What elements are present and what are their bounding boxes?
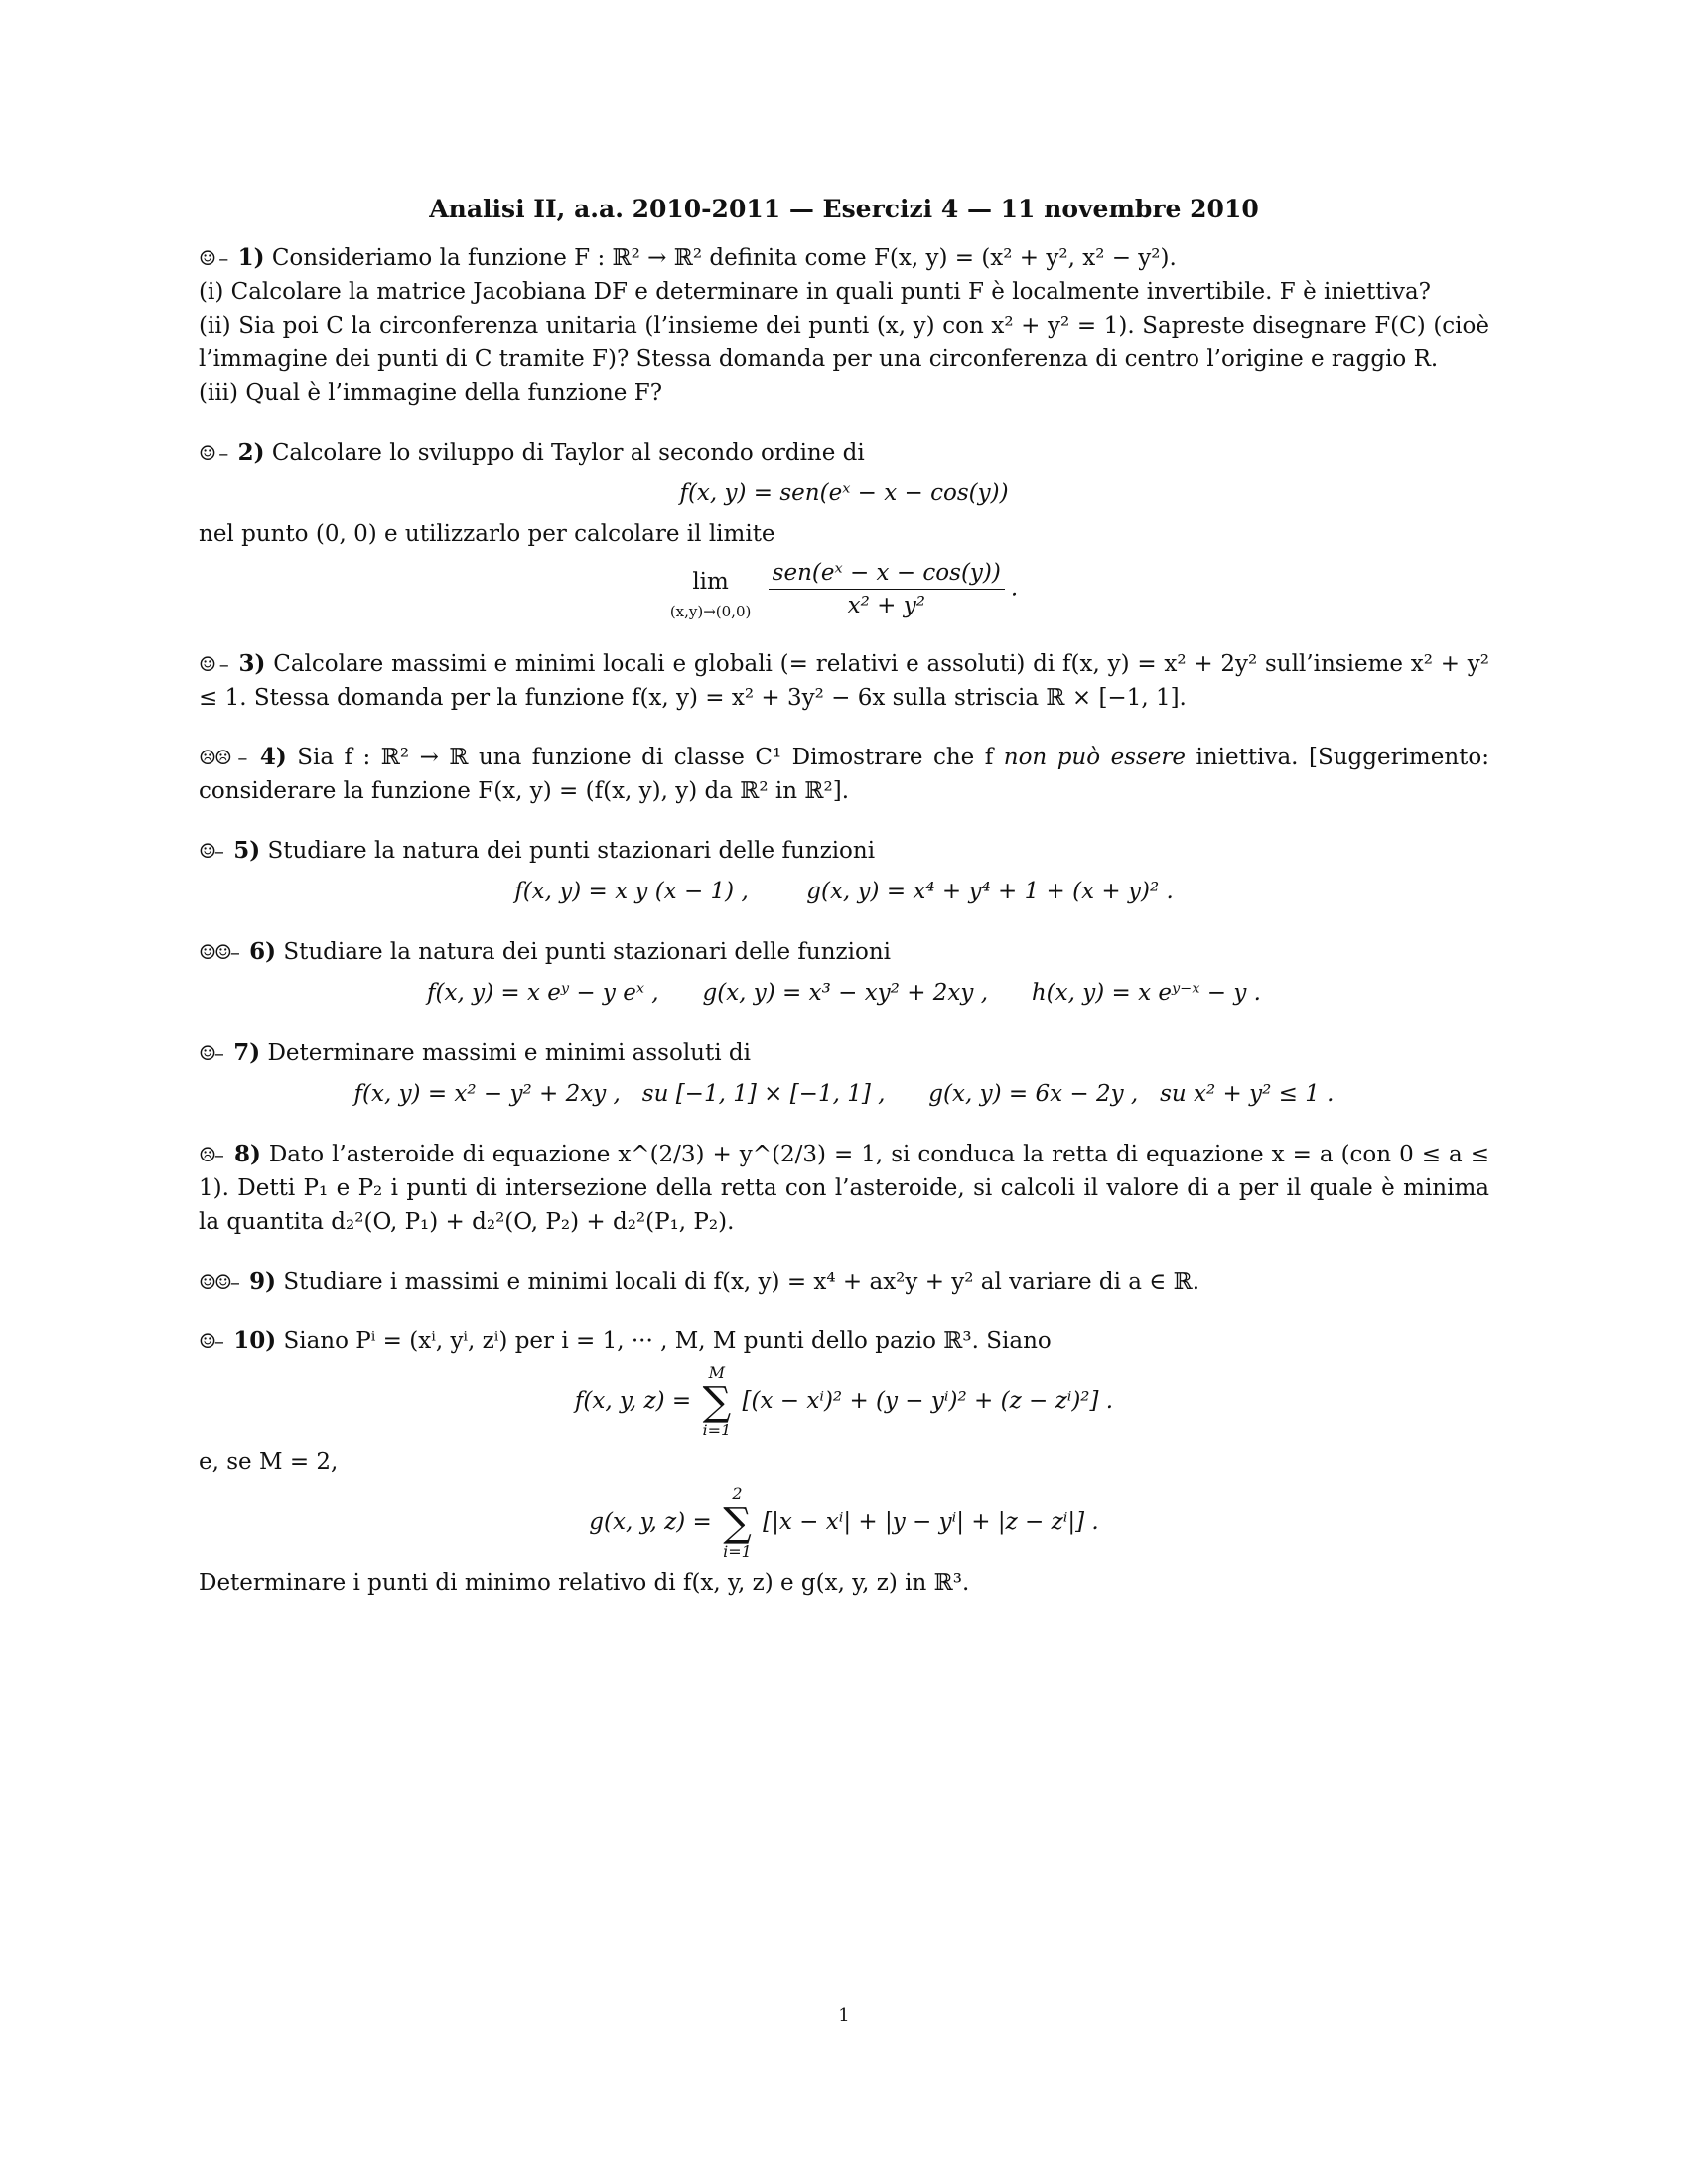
smiley-icon: ☺ – xyxy=(199,652,227,676)
summation-symbol: M ∑ i=1 xyxy=(702,1363,732,1439)
exercise-3 xyxy=(199,647,1489,715)
exercise-number: 4) xyxy=(259,744,287,770)
taylor-equation: f(x, y) = sen(eˣ − x − cos(y)) xyxy=(679,480,1009,506)
exercise-number: 8) xyxy=(233,1141,261,1167)
page-number: 1 xyxy=(838,2005,850,2026)
exercise-text: Studiare i massimi e minimi locali di f(x, y) = x⁴ + ax²y + y² al variare di a ∈ ℝ. xyxy=(283,1269,1200,1295)
exercise-text: Studiare la natura dei punti stazionari delle funzioni xyxy=(267,838,876,864)
g-sum-equation: g(x, y, z) = 2 ∑ i=1 [|x − xⁱ| + |y − yⁱ| + |z − zⁱ|] . xyxy=(589,1484,1099,1561)
frown-icon: ☹– xyxy=(199,1143,222,1166)
exercise-text: nel punto (0, 0) e utilizzarlo per calcolare il limite xyxy=(199,521,775,547)
exercise-text: (ii) Sia poi C la circonferenza unitaria (l’insieme dei punti (x, y) con x² + y² = 1). Sapreste disegnare F(C) (cioè l’immagine dei punti di C tramite F)? Stessa domanda per una circonferenza di centro l’origine e raggio R. xyxy=(199,313,1489,372)
smiley-icon: ☺ – xyxy=(199,441,227,465)
functions-equation: f(x, y) = x y (x − 1) , g(x, y) = x⁴ + y⁴ + 1 + (x + y)² . xyxy=(514,879,1174,904)
exercise-9 xyxy=(199,1265,1489,1298)
exercise-text: Calcolare lo sviluppo di Taylor al secondo ordine di xyxy=(271,440,865,466)
exercise-text: Calcolare massimi e minimi locali e globali (= relativi e assoluti) di f(x, y) = x² + 2y² sull’insieme x² + y² ≤ 1. Stessa domanda per la funzione f(x, y) = x² + 3y² − 6x sulla striscia ℝ × [−1, 1]. xyxy=(199,651,1490,711)
exercise-5 xyxy=(199,834,1489,909)
frown-icon: ☹☹ – xyxy=(199,746,246,769)
exercise-text: Studiare la natura dei punti stazionari delle funzioni xyxy=(283,939,891,965)
exercise-10 xyxy=(199,1324,1489,1600)
functions-equation: f(x, y) = x eʸ − y eˣ , g(x, y) = x³ − xy² + 2xy , h(x, y) = x eʸ⁻ˣ − y . xyxy=(427,980,1261,1006)
exercise-text: iniettiva. [Suggerimento: considerare la funzione F(x, y) = (f(x, y), y) da ℝ² in ℝ²]. xyxy=(199,745,1489,804)
exercise-6 xyxy=(199,935,1489,1011)
exercise-number: 3) xyxy=(238,650,266,677)
smiley-icon: ☺ – xyxy=(199,246,227,270)
exercise-number: 1) xyxy=(237,244,265,271)
numerator: sen(eˣ − x − cos(y)) xyxy=(769,557,1005,590)
emphasis-text: non può essere xyxy=(1003,745,1187,770)
smiley-icon: ☺– xyxy=(199,839,222,863)
exercise-text: Siano Pⁱ = (xⁱ, yⁱ, zⁱ) per i = 1, ··· , M, M punti dello pazio ℝ³. Siano xyxy=(283,1328,1052,1354)
smiley-icon: ☺– xyxy=(199,1041,222,1065)
document-page xyxy=(199,195,1489,1626)
smiley-icon: ☺– xyxy=(199,1329,222,1353)
f-sum-equation: f(x, y, z) = M ∑ i=1 [(x − xⁱ)² + (y − yⁱ)² + (z − zⁱ)²] . xyxy=(574,1363,1114,1439)
exercise-text: Dato l’asteroide di equazione x^(2/3) + y^(2/3) = 1, si conduca la retta di equazione x = a (con 0 ≤ a ≤ 1). Detti P₁ e P₂ i punti di intersezione della retta con l’asteroide, si calcoli il valore di a per il quale è minima la quantita d₂²(O, P₁) + d₂²(O, P₂) + d₂²(P₁, P₂). xyxy=(199,1142,1489,1235)
exercise-number: 7) xyxy=(233,1039,261,1066)
smiley-icon: ☺☺– xyxy=(199,1270,238,1294)
exercise-8 xyxy=(199,1138,1489,1239)
exercise-text: e, se M = 2, xyxy=(199,1449,339,1475)
summation-symbol: 2 ∑ i=1 xyxy=(723,1484,752,1561)
denominator: x² + y² xyxy=(847,593,925,618)
fraction xyxy=(769,557,1005,621)
exercise-text: Sia f : ℝ² → ℝ una funzione di classe C¹ Dimostrare che f xyxy=(297,745,1004,770)
exercise-number: 10) xyxy=(233,1327,277,1354)
exercise-text: (i) Calcolare la matrice Jacobiana DF e determinare in quali punti F è localmente invertibile. F è iniettiva? xyxy=(199,279,1432,305)
limit-operator: lim (x,y)→(0,0) xyxy=(669,568,752,620)
exercise-text: Determinare massimi e minimi assoluti di xyxy=(267,1040,751,1066)
exercise-text: Determinare i punti di minimo relativo di f(x, y, z) e g(x, y, z) in ℝ³. xyxy=(199,1570,970,1596)
functions-equation: f(x, y) = x² − y² + 2xy , su [−1, 1] × [−1, 1] , g(x, y) = 6x − 2y , su x² + y² ≤ 1 . xyxy=(353,1081,1335,1107)
exercise-2 xyxy=(199,436,1489,621)
exercise-number: 2) xyxy=(237,439,265,466)
page-title: Analisi II, a.a. 2010-2011 — Esercizi 4 — 11 novembre 2010 xyxy=(429,195,1259,223)
exercise-7 xyxy=(199,1036,1489,1112)
exercise-1 xyxy=(199,241,1489,410)
exercise-number: 5) xyxy=(233,837,261,864)
exercise-4 xyxy=(199,741,1489,808)
exercise-number: 9) xyxy=(249,1268,277,1295)
exercise-text: (iii) Qual è l’immagine della funzione F? xyxy=(199,380,663,406)
smiley-icon: ☺☺– xyxy=(199,940,238,964)
limit-equation: lim (x,y)→(0,0) $\frac{\text{sen(eˣ − x − cos(y))}}{\text{x² + y²}}$ . xyxy=(199,557,1489,621)
exercise-text: Consideriamo la funzione F : ℝ² → ℝ² definita come F(x, y) = (x² + y², x² − y²). xyxy=(271,245,1177,271)
exercise-number: 6) xyxy=(249,938,277,965)
